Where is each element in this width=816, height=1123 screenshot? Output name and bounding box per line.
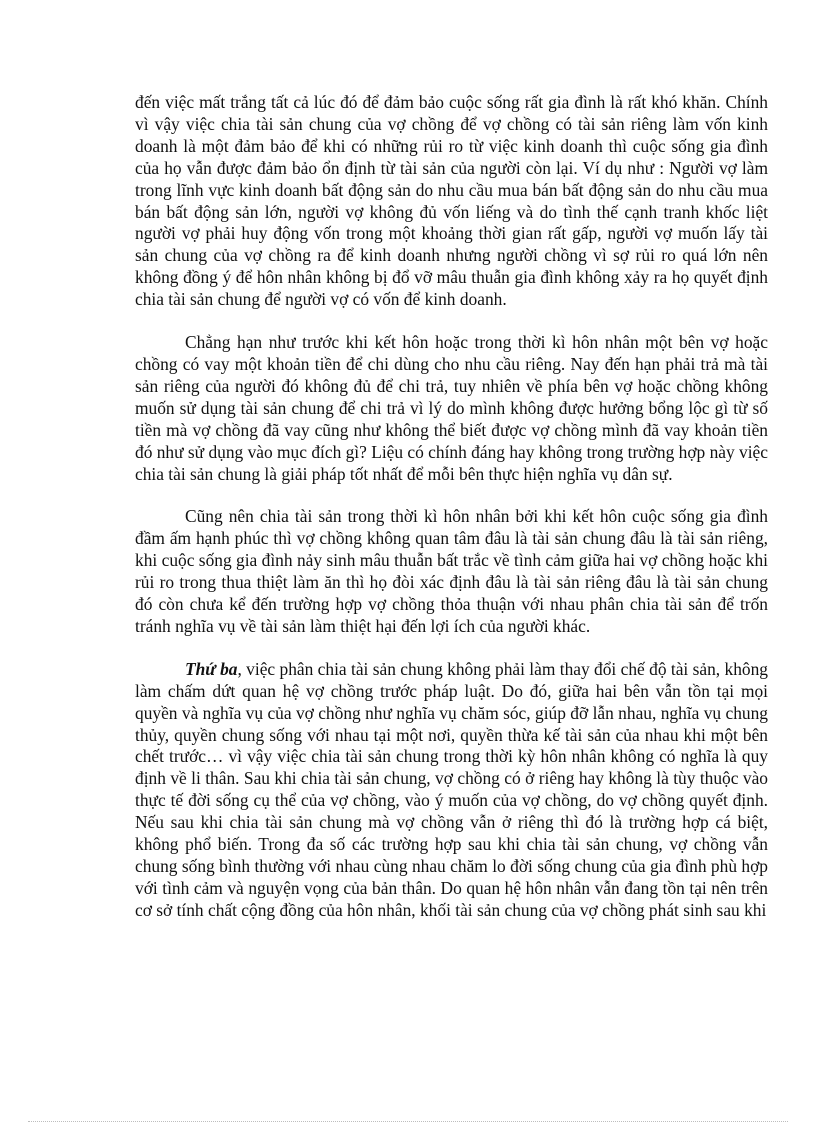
paragraph-2 [135, 332, 768, 485]
paragraph-4 [135, 659, 768, 922]
paragraph-1 [135, 92, 768, 311]
document-page [135, 92, 768, 922]
paragraph-2-text: Chẳng hạn như trước khi kết hôn hoặc trong thời kì hôn nhân một bên vợ hoặc chồng có vay một khoản tiền để chi dùng cho nhu cầu riêng. Nay đến hạn phải trả mà tài sản riêng của người đó không đủ để chi trả, tuy nhiên về phía bên vợ hoặc chồng không muốn sử dụng tài sản chung để chi trả vì lý do mình không được hưởng bổng lộc gì từ số tiền mà vợ chồng đã vay cũng như không thể biết được vợ chồng mình đã vay khoản tiền đó như sử dụng vào mục đích gì? Liệu có chính đáng hay không trong trường hợp này việc chia tài sản chung là giải pháp tốt nhất để mỗi bên thực hiện nghĩa vụ dân sự. [135, 332, 768, 484]
paragraph-4-lead: Thứ ba [185, 658, 238, 679]
page-bottom-border [28, 1121, 788, 1122]
paragraph-4-text: , việc phân chia tài sản chung không phải làm thay đổi chế độ tài sản, không làm chấm dứt quan hệ vợ chồng trước pháp luật. Do đó, giữa hai bên vẫn tồn tại mọi quyền và nghĩa vụ của vợ chồng như nghĩa vụ chăm sóc, giúp đỡ lẫn nhau, nghĩa vụ chung thủy, quyền chung sống với nhau tại một nơi, quyền thừa kế tài sản của nhau khi một bên chết trước… vì vậy việc chia tài sản chung trong thời kỳ hôn nhân không có nghĩa là quy định về li thân. Sau khi chia tài sản chung, vợ chồng có ở riêng hay không là tùy thuộc vào thực tế đời sống cụ thể của vợ chồng, vào ý muốn của vợ chồng, do vợ chồng quyết định. Nếu sau khi chia tài sản chung mà vợ chồng vẫn ở riêng thì đó là trường hợp cá biệt, không phổ biến. Trong đa số các trường hợp sau khi chia tài sản chung, vợ chồng vẫn chung sống bình thường với nhau cùng nhau chăm lo đời sống chung của gia đình phù hợp với tình cảm và nguyện vọng của bản thân. Do quan hệ hôn nhân vẫn đang tồn tại nên trên cơ sở tính chất cộng đồng của hôn nhân, khối tài sản chung của vợ chồng phát sinh sau khi [135, 658, 768, 920]
paragraph-1-text: đến việc mất trắng tất cả lúc đó để đảm bảo cuộc sống rất gia đình là rất khó khăn. Chính vì vậy việc chia tài sản chung của vợ chồng để vợ chồng có tài sản riêng làm vốn kinh doanh là một đảm bảo để khi có những rủi ro từ việc kinh doanh thì cuộc sống gia đình của họ vẫn được đảm bảo ổn định từ tài sản của người còn lại. Ví dụ như : Người vợ làm trong lĩnh vực kinh doanh bất động sản do nhu cầu mua bán bất động sản do nhu cầu mua bán bất động sản lớn, người vợ không đủ vốn liếng và do tình thế cạnh tranh khốc liệt người vợ phải huy động vốn trong một khoảng thời gian rất gấp, người vợ muốn lấy tài sản chung của vợ chồng ra để kinh doanh nhưng người chồng vì sợ rủi ro quá lớn nên không đồng ý để hôn nhân không bị đổ vỡ mâu thuẫn gia đình không xảy ra họ quyết định chia tài sản chung để người vợ có vốn để kinh doanh. [135, 92, 768, 310]
paragraph-3-text: Cũng nên chia tài sản trong thời kì hôn nhân bởi khi kết hôn cuộc sống gia đình đầm ấm hạnh phúc thì vợ chồng không quan tâm đâu là tài sản chung đâu là tài sản riêng, khi cuộc sống gia đình nảy sinh mâu thuẫn bất trắc về tình cảm giữa hai vợ chồng hoặc khi rủi ro trong thua thiệt làm ăn thì họ đòi xác định đâu là tài sản riêng đâu là tài sản chung đó còn chưa kể đến trường hợp vợ chồng thỏa thuận với nhau phân chia tài sản để trốn tránh nghĩa vụ về tài sản làm thiệt hại đến lợi ích của người khác. [135, 506, 768, 636]
paragraph-3 [135, 506, 768, 637]
